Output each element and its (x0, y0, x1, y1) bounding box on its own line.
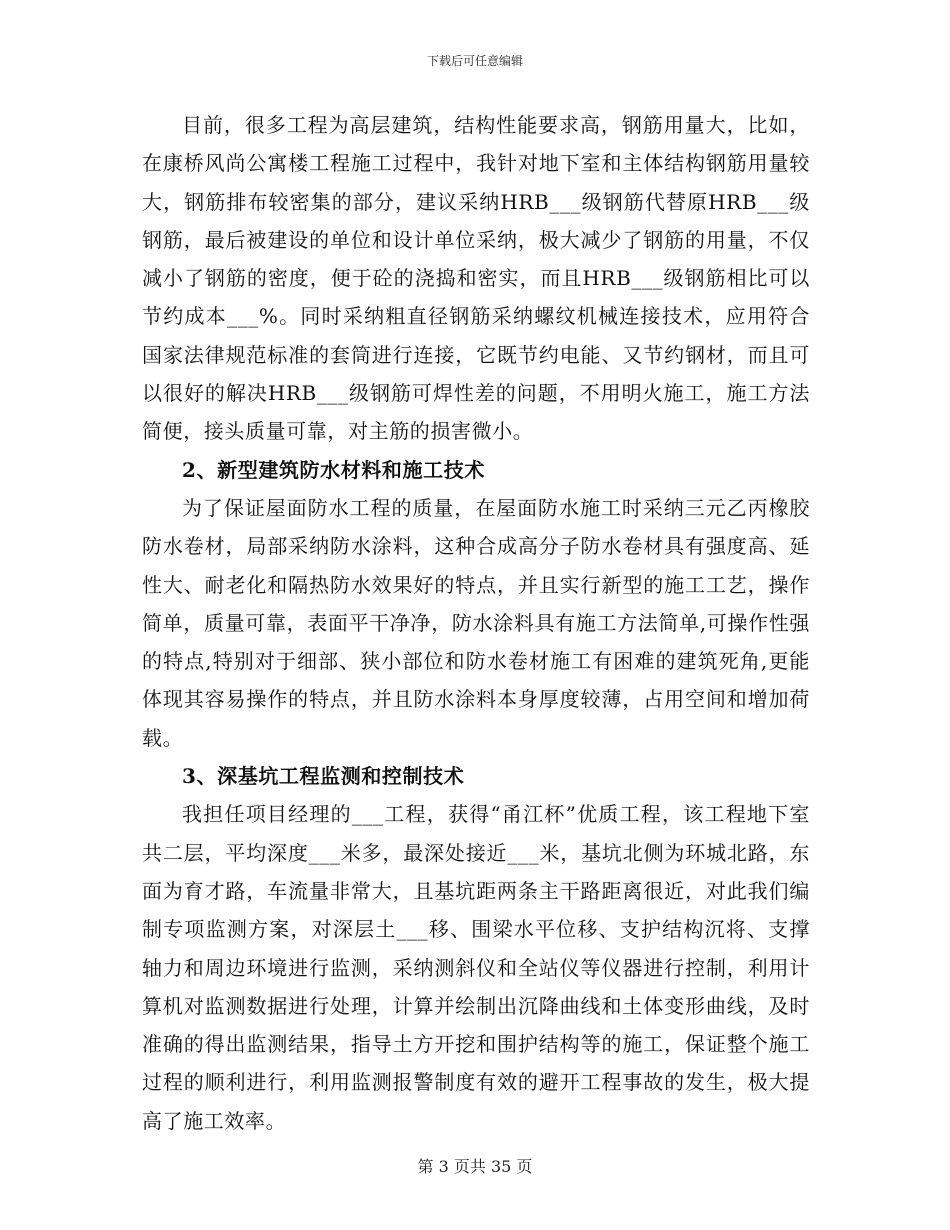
page-footer: 第 3 页共 35 页 (417, 1157, 533, 1176)
page-header: 下载后可任意编辑 (426, 54, 523, 68)
section-heading-foundation-pit: 3、深基坑工程监测和控制技术 (182, 764, 465, 789)
document-body (142, 106, 810, 1140)
paragraph-waterproofing: 为了保证屋面防水工程的质量，在屋面防水施工时采纳三元乙丙橡胶防水卷材，局部采纳防水涂料，这种合成高分子防水卷材具有强度高、延性大、耐老化和隔热防水效果好的特点，并且实行新型的施工工艺，操作简单，质量可靠，表面平干净净，防水涂料具有施工方法简单,可操作性强的特点,特别对于细部、狭小部位和防水卷材施工有困难的建筑死角,更能体现其容易操作的特点，并且防水涂料本身厚度较薄，占用空间和增加荷载。 (142, 495, 810, 750)
paragraph-steel-rebar: 目前，很多工程为高层建筑，结构性能要求高，钢筋用量大，比如，在康桥风尚公寓楼工程施工过程中，我针对地下室和主体结构钢筋用量较大，钢筋排布较密集的部分，建议采纳HRB___级钢筋代替原HRB___级钢筋，最后被建设的单位和设计单位采纳，极大减少了钢筋的用量，不仅减小了钢筋的密度，便于砼的浇捣和密实，而且HRB___级钢筋相比可以节约成本___%。同时采纳粗直径钢筋采纳螺纹机械连接技术，应用符合国家法律规范标准的套筒进行连接，它既节约电能、又节约钢材，而且可以很好的解决HRB___级钢筋可焊性差的问题，不用明火施工，施工方法简便，接头质量可靠，对主筋的损害微小。 (142, 113, 810, 444)
paragraph-foundation-pit: 我担任项目经理的___工程，获得“甬江杯”优质工程，该工程地下室共二层，平均深度___米多，最深处接近___米，基坑北侧为环城北路，东面为育才路，车流量非常大，且基坑距两条主干路距离很近，对此我们编制专项监测方案，对深层土___移、围梁水平位移、支护结构沉将、支撑轴力和周边环境进行监测，采纳测斜仪和全站仪等仪器进行控制，利用计算机对监测数据进行处理，计算并绘制出沉降曲线和土体变形曲线，及时准确的得出监测结果，指导土方开挖和围护结构等的施工，保证整个施工过程的顺利进行，利用监测报警制度有效的避开工程事故的发生，极大提高了施工效率。 (142, 802, 810, 1133)
section-heading-waterproofing: 2、新型建筑防水材料和施工技术 (182, 457, 485, 482)
